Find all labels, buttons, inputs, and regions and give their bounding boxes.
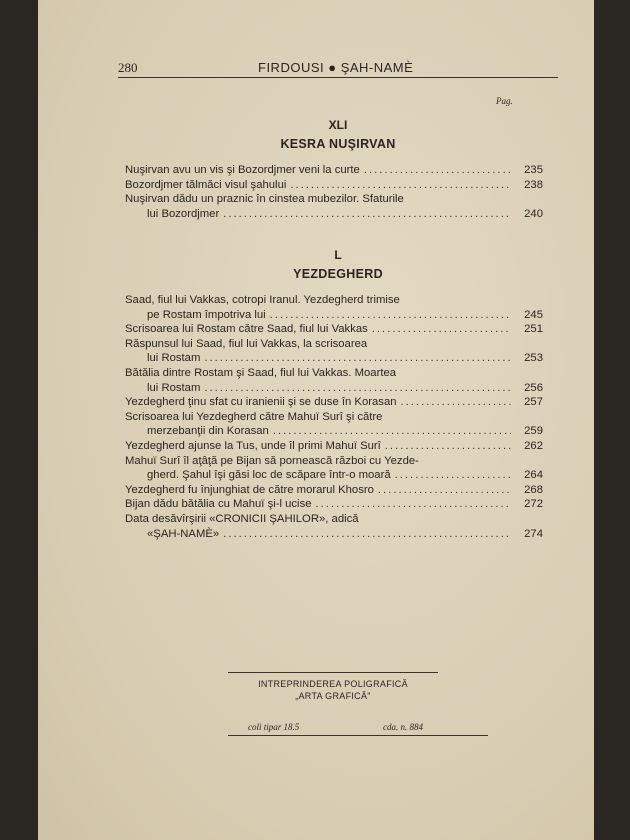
toc-page-number: 257 [524,396,543,409]
imprint-rule [228,735,488,736]
print-sheets: coli tipar 18.5 [248,722,300,732]
toc-section-xli [125,163,543,221]
printer-colophon [228,672,438,702]
leader-dots [270,308,511,323]
toc-entry-text: Mahuï Surî îl aţâţă pe Bijan să pornească război cu Yezde- [125,454,419,467]
toc-entry-text: Scrisoarea lui Yezdegherd către Mahuï Surî şi către [125,410,383,423]
toc-entry [125,178,543,193]
toc-entry [125,293,543,322]
toc-page-number: 262 [524,439,543,452]
leader-dots [378,483,511,498]
toc-page-number: 259 [524,425,543,438]
leader-dots [395,468,511,483]
section-heading-xli [118,118,558,151]
section-title: KESRA NUŞIRVAN [280,137,396,151]
toc-entry-text: Yezdegherd fu înjunghiat de către morarul Khosro [125,483,374,496]
page-header [118,60,558,78]
toc-entry-text-cont: lui Rostam [147,381,201,394]
leader-dots [273,424,511,439]
toc-page-number: 238 [524,178,543,191]
toc-page-number: 268 [524,483,543,496]
printer-name: INTREPRINDEREA POLIGRAFICĂ [258,679,408,689]
leader-dots [401,395,511,410]
toc-entry-text: Scrisoarea lui Rostam către Saad, fiul lui Vakkas [125,323,368,336]
toc-entry-text: Bătălia dintre Rostam şi Saad, fiul lui Vakkas. Moartea [125,366,397,379]
toc-page-number: 272 [524,498,543,511]
toc-entry-text-cont: «ŞAH-NAMÈ» [147,527,220,540]
leader-dots [223,527,511,542]
toc-entry-text-cont: lui Rostam [147,352,201,365]
toc-page-number: 274 [524,527,543,540]
book-page [38,0,594,840]
toc-entry-text: Nuşirvan avu un vis şi Bozordjmer veni la curte [125,164,360,176]
toc-page-number: 256 [524,381,543,394]
leader-dots [364,163,511,178]
toc-entry [125,454,543,483]
toc-entry [125,439,543,454]
section-heading-l [118,248,558,281]
toc-entry-text-cont: pe Rostam împotriva lui [147,308,266,321]
order-number: cda. n. 884 [383,722,423,732]
toc-entry-text: Bijan dădu bătălia cu Mahuï şi-l ucise [125,498,312,511]
toc-entry-text: Nuşirvan dădu un praznic în cinstea mubezilor. Sfaturile [125,193,404,206]
toc-entry [125,497,543,512]
pag-label: Pag. [496,96,513,106]
toc-entry-text-cont: lui Bozordjmer [147,207,220,220]
toc-entry-text: Saad, fiul lui Vakkas, cotropi Iranul. Yezdegherd trimise [125,294,400,306]
toc-entry-text: Bozordjmer tălmăci visul şahului [125,178,287,191]
section-number: XLI [328,118,348,132]
toc-entry [125,410,543,439]
toc-entry-text: Yezdegherd ţinu sfat cu iranienii şi se duse în Korasan [125,396,397,409]
toc-page-number: 253 [524,352,543,365]
toc-page-number: 235 [524,164,543,176]
header-rule [118,77,558,78]
toc-entry [125,366,543,395]
toc-entry [125,163,543,178]
toc-entry-text: Răspunsul lui Saad, fiul lui Vakkas, la scrisoarea [125,337,368,350]
leader-dots [204,351,511,366]
leader-dots [223,207,511,222]
toc-page-number: 245 [524,308,543,321]
toc-page-number: 264 [524,469,543,482]
printer-press: „ARTA GRAFICĂ" [295,691,371,701]
toc-entry [125,483,543,498]
colophon-rule [228,672,438,673]
toc-page-number: 240 [524,207,543,220]
leader-dots [290,178,511,193]
toc-entry-text-cont: merzebanţii din Korasan [147,425,269,438]
toc-entry [125,192,543,221]
page-number: 280 [118,60,138,75]
leader-dots [385,439,511,454]
toc-entry [125,512,543,541]
leader-dots [316,497,511,512]
toc-page-number: 251 [524,323,543,336]
toc-entry-text: Data desăvîrşirii «CRONICII ŞAHILOR», adică [125,512,359,525]
section-number: L [334,248,342,262]
leader-dots [204,381,511,396]
toc-entry [125,337,543,366]
toc-entry-text-cont: gherd. Şahul îşi găsi loc de scăpare într-o moară [147,469,391,482]
running-title: FIRDOUSI ● ŞAH-NAMÈ [258,60,414,75]
toc-entry [125,322,543,337]
toc-entry [125,395,543,410]
toc-entry-text: Yezdegherd ajunse la Tus, unde îl primi Mahuï Surî [125,439,381,452]
section-title: YEZDEGHERD [293,267,383,281]
toc-section-l [125,293,543,541]
leader-dots [372,322,511,337]
